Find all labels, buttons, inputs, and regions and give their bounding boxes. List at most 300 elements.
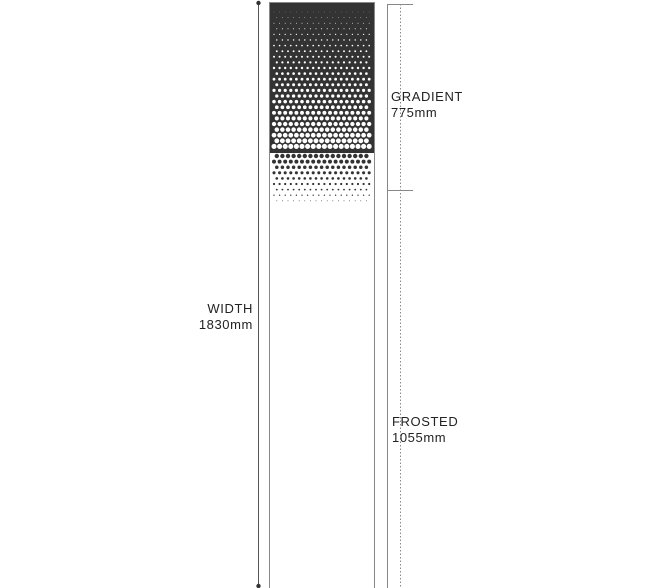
halftone-dot	[278, 111, 282, 115]
halftone-dot	[281, 94, 284, 97]
halftone-dot	[292, 83, 295, 86]
halftone-dot	[347, 138, 352, 143]
halftone-dot	[369, 12, 370, 13]
halftone-dot	[289, 89, 292, 92]
halftone-dot	[288, 133, 293, 138]
halftone-dot	[314, 94, 317, 97]
halftone-dot	[320, 116, 324, 120]
halftone-dot	[320, 83, 323, 86]
halftone-dot	[359, 83, 362, 86]
halftone-dot	[279, 34, 280, 35]
halftone-dot	[312, 89, 315, 92]
halftone-dot	[337, 61, 339, 63]
halftone-dot	[281, 177, 284, 180]
halftone-dot	[352, 195, 353, 196]
halftone-dot	[326, 189, 328, 191]
halftone-dot	[306, 67, 308, 69]
halftone-dot	[362, 160, 366, 164]
halftone-dot	[365, 83, 368, 86]
halftone-dot	[365, 50, 367, 52]
halftone-dot	[312, 67, 314, 69]
halftone-dot	[332, 28, 333, 29]
frosted-title: FROSTED	[392, 414, 459, 429]
halftone-dot	[341, 12, 342, 13]
halftone-dot	[288, 17, 289, 18]
halftone-dot	[363, 195, 364, 196]
halftone-dot	[346, 45, 348, 47]
halftone-dot	[308, 154, 312, 158]
halftone-dot	[297, 165, 301, 169]
halftone-dot	[320, 61, 322, 63]
halftone-dot	[309, 72, 312, 75]
halftone-dot	[290, 67, 292, 69]
halftone-dot	[318, 34, 319, 35]
halftone-dot	[351, 89, 354, 92]
halftone-dot	[307, 45, 309, 47]
halftone-dot	[291, 12, 292, 13]
halftone-dot	[294, 160, 298, 164]
halftone-dot	[274, 138, 279, 143]
halftone-dot	[309, 50, 311, 52]
halftone-dot	[292, 72, 295, 75]
halftone-dot	[314, 154, 318, 158]
halftone-dot	[318, 183, 320, 185]
halftone-dot	[348, 116, 352, 120]
halftone-dot	[342, 127, 347, 132]
halftone-dot	[303, 116, 307, 120]
halftone-dot	[363, 56, 365, 58]
halftone-dot	[286, 165, 290, 169]
halftone-dot	[331, 165, 335, 169]
halftone-dot	[346, 56, 348, 58]
halftone-dot	[352, 12, 353, 13]
halftone-dot	[320, 72, 323, 75]
halftone-dot	[319, 12, 320, 13]
halftone-dot	[336, 116, 340, 120]
halftone-dot	[313, 12, 314, 13]
halftone-dot	[337, 105, 341, 109]
halftone-dot	[316, 144, 321, 149]
frosted-label	[392, 414, 458, 446]
halftone-dot	[334, 67, 336, 69]
halftone-dot	[287, 189, 289, 191]
halftone-dot	[340, 183, 342, 185]
halftone-dot	[296, 34, 297, 35]
halftone-dot	[359, 154, 363, 158]
halftone-dot	[352, 45, 354, 47]
halftone-dot	[309, 105, 313, 109]
halftone-dot	[315, 28, 316, 29]
halftone-dot	[323, 56, 325, 58]
halftone-dot	[318, 45, 320, 47]
halftone-dot	[301, 67, 303, 69]
halftone-dot	[288, 200, 289, 201]
halftone-dot	[275, 154, 279, 158]
halftone-dot	[280, 127, 285, 132]
halftone-dot	[356, 111, 360, 115]
halftone-dot	[313, 195, 314, 196]
halftone-dot	[284, 78, 287, 81]
halftone-dot	[342, 116, 346, 120]
halftone-dot	[368, 171, 371, 174]
halftone-dot	[311, 111, 315, 115]
halftone-dot	[299, 17, 300, 18]
halftone-dot	[336, 154, 340, 158]
halftone-dot	[311, 122, 315, 126]
halftone-dot	[309, 83, 312, 86]
halftone-dot	[307, 195, 308, 196]
halftone-dot	[311, 144, 316, 149]
halftone-dot	[314, 116, 318, 120]
halftone-dot	[355, 144, 360, 149]
halftone-dot	[335, 23, 336, 24]
halftone-dot	[346, 34, 347, 35]
halftone-dot	[312, 56, 314, 58]
halftone-dot	[334, 111, 338, 115]
halftone-dot	[331, 83, 334, 86]
halftone-dot	[337, 83, 340, 86]
halftone-dot	[333, 144, 338, 149]
halftone-dot	[350, 111, 354, 115]
halftone-dot	[352, 23, 353, 24]
halftone-dot	[346, 23, 347, 24]
halftone-dot	[340, 56, 342, 58]
width-value: 1830mm	[198, 317, 253, 332]
halftone-dot	[360, 61, 362, 63]
halftone-dot	[354, 177, 357, 180]
halftone-dot	[324, 34, 325, 35]
halftone-dot	[283, 160, 287, 164]
halftone-dot	[331, 154, 335, 158]
halftone-dot	[369, 195, 370, 196]
halftone-dot	[295, 89, 298, 92]
halftone-dot	[300, 160, 304, 164]
halftone-dot	[331, 177, 334, 180]
halftone-dot	[334, 160, 338, 164]
halftone-dot	[345, 89, 348, 92]
halftone-dot	[351, 56, 353, 58]
halftone-dot	[349, 189, 351, 191]
halftone-dot	[362, 171, 365, 174]
halftone-dot	[325, 154, 329, 158]
halftone-dot	[317, 171, 320, 174]
halftone-dot	[335, 45, 337, 47]
halftone-dot	[339, 133, 344, 138]
halftone-dot	[286, 138, 291, 143]
halftone-dot	[292, 61, 294, 63]
halftone-dot	[282, 17, 283, 18]
halftone-dot	[304, 28, 305, 29]
halftone-dot	[343, 177, 346, 180]
halftone-dot	[301, 56, 303, 58]
halftone-dot	[366, 28, 367, 29]
halftone-dot	[317, 100, 321, 104]
halftone-dot	[332, 72, 335, 75]
halftone-dot	[357, 78, 360, 81]
halftone-dot	[272, 133, 277, 138]
halftone-dot	[293, 200, 294, 201]
halftone-dot	[311, 160, 315, 164]
halftone-dot	[296, 23, 297, 24]
halftone-dot	[323, 183, 325, 185]
halftone-dot	[326, 61, 328, 63]
halftone-dot	[287, 28, 288, 29]
halftone-dot	[353, 165, 357, 169]
halftone-dot	[307, 56, 309, 58]
halftone-dot	[317, 78, 320, 81]
halftone-dot	[273, 183, 275, 185]
halftone-dot	[281, 72, 284, 75]
halftone-dot	[354, 94, 357, 97]
halftone-dot	[359, 94, 362, 97]
halftone-dot	[287, 177, 290, 180]
halftone-dot	[331, 127, 336, 132]
halftone-dot	[282, 39, 283, 40]
halftone-dot	[307, 12, 308, 13]
halftone-dot	[275, 94, 278, 97]
halftone-dot	[335, 12, 336, 13]
halftone-dot	[295, 183, 297, 185]
halftone-dot	[323, 171, 326, 174]
halftone-dot	[299, 28, 300, 29]
halftone-dot	[293, 17, 294, 18]
halftone-dot	[349, 17, 350, 18]
halftone-dot	[344, 144, 349, 149]
halftone-dot	[291, 154, 295, 158]
halftone-dot	[350, 160, 354, 164]
halftone-dot	[340, 78, 343, 81]
halftone-dot	[354, 189, 356, 191]
halftone-dot	[355, 17, 356, 18]
halftone-dot	[334, 171, 337, 174]
halftone-dot	[332, 200, 333, 201]
halftone-dot	[326, 72, 329, 75]
halftone-dot	[319, 138, 324, 143]
halftone-dot	[337, 50, 339, 52]
halftone-dot	[367, 111, 371, 115]
halftone-dot	[314, 105, 318, 109]
halftone-dot	[360, 50, 362, 52]
halftone-dot	[329, 45, 331, 47]
halftone-dot	[350, 144, 355, 149]
halftone-dot	[363, 12, 364, 13]
halftone-dot	[364, 116, 368, 120]
halftone-dot	[306, 111, 310, 115]
halftone-dot	[272, 171, 275, 174]
halftone-dot	[331, 94, 334, 97]
halftone-dot	[330, 138, 335, 143]
halftone-dot	[353, 138, 358, 143]
halftone-dot	[298, 83, 301, 86]
halftone-dot	[285, 23, 286, 24]
halftone-dot	[316, 17, 317, 18]
halftone-dot	[305, 144, 310, 149]
halftone-dot	[362, 78, 365, 81]
halftone-dot	[280, 116, 284, 120]
halftone-dot	[347, 127, 352, 132]
halftone-dot	[295, 56, 297, 58]
halftone-dot	[329, 195, 330, 196]
halftone-dot	[360, 28, 361, 29]
halftone-dot	[343, 61, 345, 63]
halftone-dot	[339, 111, 343, 115]
halftone-dot	[343, 28, 344, 29]
halftone-dot	[306, 78, 309, 81]
halftone-dot	[291, 127, 296, 132]
halftone-dot	[309, 177, 312, 180]
halftone-dot	[278, 67, 280, 69]
halftone-dot	[294, 133, 299, 138]
halftone-dot	[324, 12, 325, 13]
halftone-dot	[335, 195, 336, 196]
halftone-dot	[303, 154, 307, 158]
halftone-dot	[368, 56, 370, 58]
halftone-dot	[356, 89, 359, 92]
halftone-dot	[297, 154, 301, 158]
halftone-dot	[366, 17, 367, 18]
halftone-dot	[338, 39, 339, 40]
halftone-dot	[327, 17, 328, 18]
halftone-dot	[301, 183, 303, 185]
halftone-dot	[321, 50, 323, 52]
halftone-dot	[280, 154, 284, 158]
halftone-dot	[285, 12, 286, 13]
halftone-dot	[360, 17, 361, 18]
halftone-dot	[363, 45, 365, 47]
halftone-dot	[362, 89, 365, 92]
halftone-dot	[344, 200, 345, 201]
halftone-dot	[291, 138, 296, 143]
halftone-dot	[293, 189, 295, 191]
halftone-dot	[303, 94, 306, 97]
halftone-dot	[288, 144, 293, 149]
halftone-dot	[284, 89, 287, 92]
halftone-dot	[313, 34, 314, 35]
width-dimension-line	[256, 1, 260, 588]
halftone-dot	[302, 138, 307, 143]
halftone-dot	[336, 127, 341, 132]
halftone-dot	[307, 23, 308, 24]
halftone-dot	[339, 144, 344, 149]
halftone-dot	[295, 67, 297, 69]
halftone-dot	[276, 17, 277, 18]
halftone-dot	[328, 133, 333, 138]
halftone-dot	[344, 17, 345, 18]
halftone-dot	[330, 12, 331, 13]
halftone-dot	[356, 171, 359, 174]
halftone-dot	[306, 183, 308, 185]
halftone-dot	[297, 138, 302, 143]
halftone-dot	[366, 189, 368, 191]
halftone-dot	[290, 45, 292, 47]
halftone-dot	[359, 127, 364, 132]
halftone-dot	[339, 160, 343, 164]
halftone-dot	[292, 165, 296, 169]
halftone-dot	[276, 39, 277, 40]
halftone-dot	[296, 45, 298, 47]
halftone-dot	[363, 23, 364, 24]
halftone-dot	[333, 122, 337, 126]
halftone-dot	[301, 195, 302, 196]
halftone-dot	[316, 133, 321, 138]
halftone-dot	[311, 100, 315, 104]
halftone-dot	[298, 39, 299, 40]
halftone-dot	[317, 89, 320, 92]
halftone-dot	[343, 189, 345, 191]
halftone-dot	[272, 160, 276, 164]
halftone-dot	[283, 133, 288, 138]
halftone-dot	[326, 39, 327, 40]
halftone-dot	[367, 100, 371, 104]
halftone-dot	[290, 34, 291, 35]
halftone-dot	[271, 144, 276, 149]
halftone-dot	[329, 67, 331, 69]
halftone-dot	[309, 165, 313, 169]
halftone-dot	[357, 34, 358, 35]
halftone-dot	[290, 195, 291, 196]
halftone-dot	[357, 183, 359, 185]
halftone-dot	[353, 105, 357, 109]
halftone-dot	[281, 50, 283, 52]
halftone-dot	[366, 200, 367, 201]
halftone-dot	[278, 89, 281, 92]
halftone-dot	[275, 177, 278, 180]
halftone-dot	[338, 189, 340, 191]
halftone-dot	[369, 34, 370, 35]
halftone-dot	[348, 105, 352, 109]
halftone-dot	[275, 116, 279, 120]
halftone-dot	[306, 171, 309, 174]
halftone-dot	[367, 160, 371, 164]
halftone-dot	[303, 105, 307, 109]
halftone-dot	[345, 100, 349, 104]
halftone-dot	[280, 138, 285, 143]
halftone-dot	[287, 72, 290, 75]
halftone-dot	[290, 183, 292, 185]
halftone-dot	[351, 171, 354, 174]
halftone-dot	[281, 105, 285, 109]
halftone-dot	[315, 83, 318, 86]
halftone-dot	[315, 61, 317, 63]
halftone-dot	[273, 56, 275, 58]
halftone-dot	[357, 56, 359, 58]
halftone-dot	[325, 138, 330, 143]
halftone-dot	[351, 78, 354, 81]
halftone-dot	[278, 183, 280, 185]
halftone-dot	[322, 133, 327, 138]
halftone-dot	[328, 111, 332, 115]
halftone-dot	[341, 195, 342, 196]
halftone-dot	[361, 122, 365, 126]
halftone-dot	[324, 23, 325, 24]
halftone-dot	[305, 122, 309, 126]
halftone-dot	[286, 105, 290, 109]
halftone-dot	[294, 122, 298, 126]
halftone-dot	[332, 50, 334, 52]
halftone-dot	[338, 200, 339, 201]
halftone-dot	[304, 39, 305, 40]
halftone-dot	[368, 89, 371, 92]
width-label	[199, 301, 253, 333]
halftone-dot	[299, 200, 300, 201]
halftone-dot	[321, 28, 322, 29]
halftone-dot	[322, 144, 327, 149]
halftone-dot	[354, 50, 356, 52]
halftone-dot	[366, 39, 367, 40]
halftone-dot	[295, 78, 298, 81]
halftone-dot	[284, 45, 286, 47]
halftone-dot	[314, 127, 319, 132]
